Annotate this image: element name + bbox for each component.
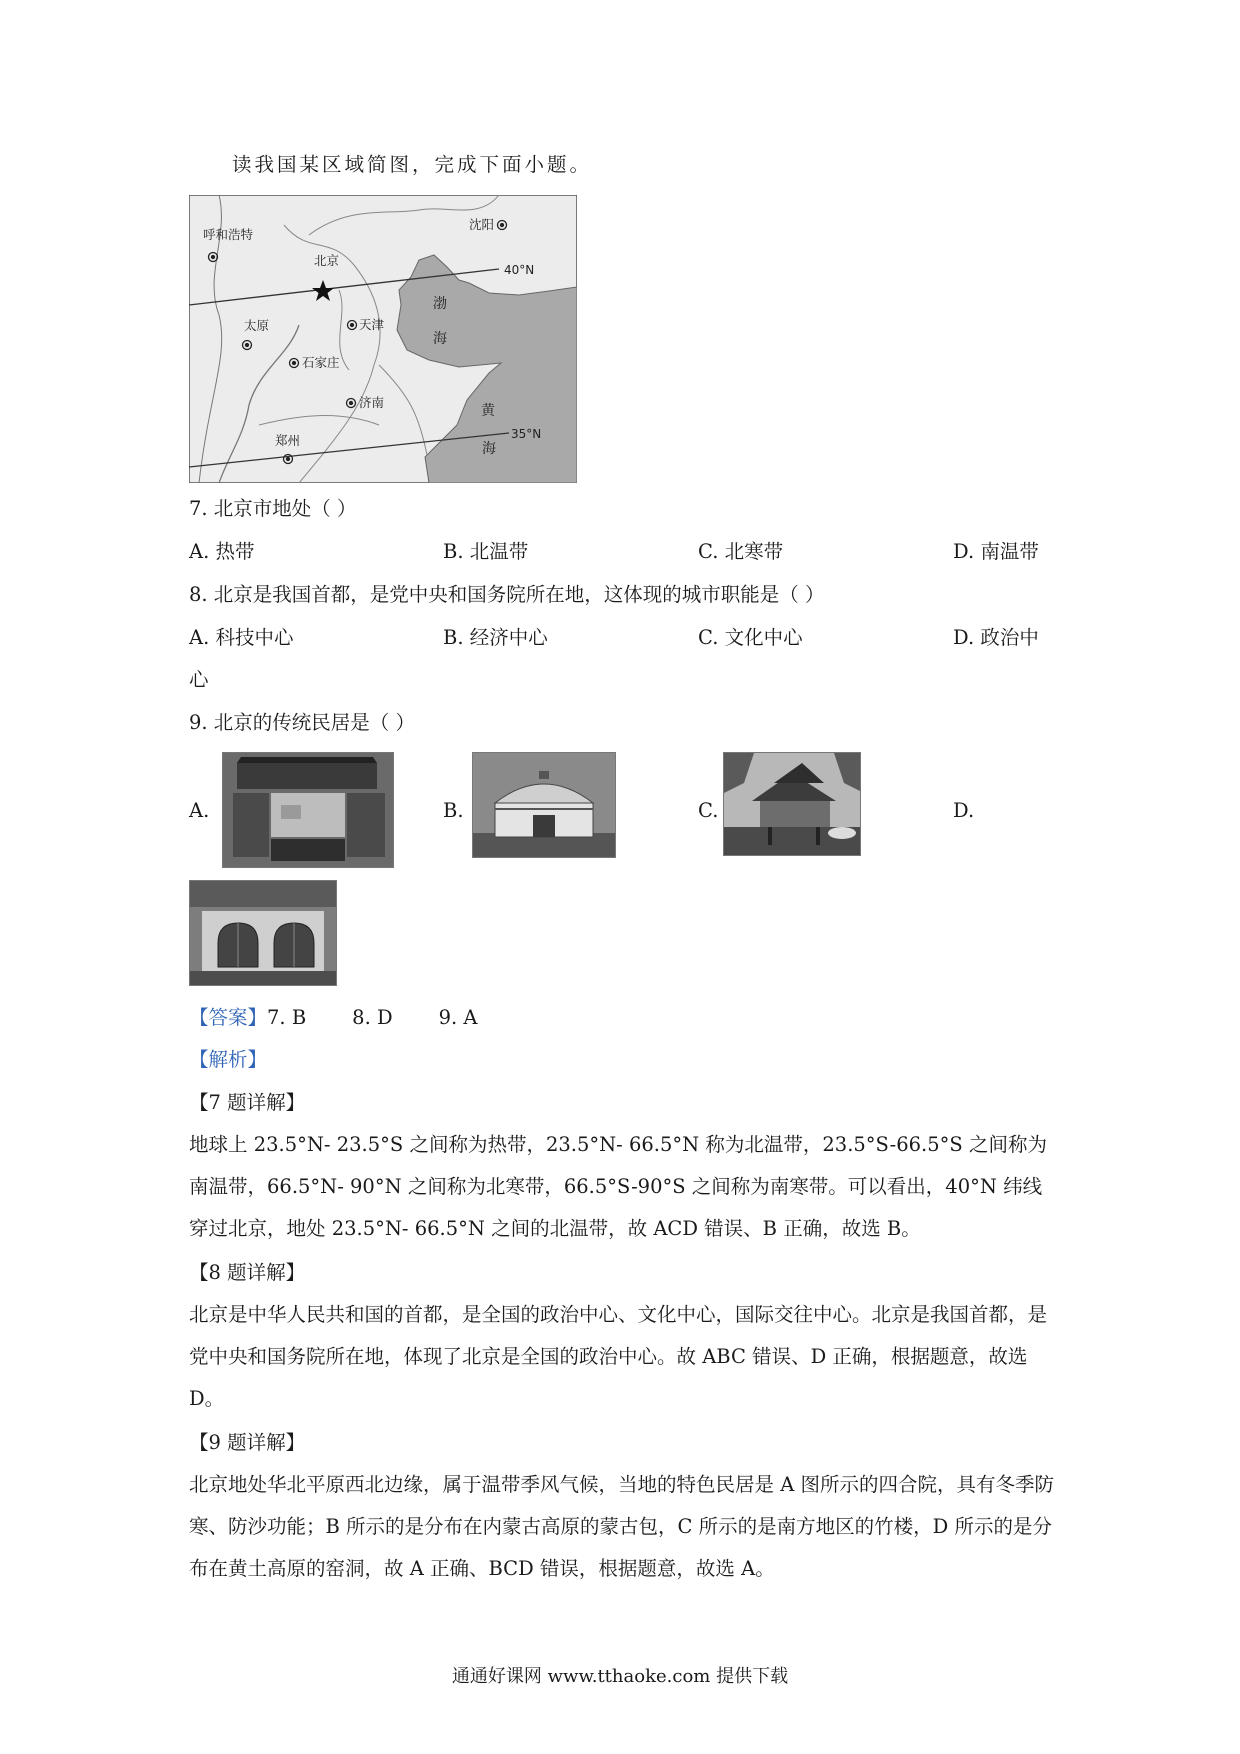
sea-label-bohai-hai: 海 — [433, 331, 447, 347]
sea-label-huanghai-hai: 海 — [482, 441, 496, 457]
q9-option-d-label: D. — [953, 799, 975, 822]
q9-option-a-label: A. — [189, 799, 210, 822]
q7-detail-heading: 【7 题详解】 — [189, 1091, 306, 1114]
q7-option-a: A. 热带 — [189, 540, 255, 563]
latitude-40-label: 40°N — [504, 263, 535, 277]
q7-option-d: D. 南温带 — [953, 540, 1039, 563]
photo-siheyuan — [222, 752, 394, 868]
region-map — [189, 195, 577, 483]
photo-cave-dwelling — [189, 880, 337, 986]
q7-option-c: C. 北寒带 — [698, 540, 784, 563]
q9-stem: 9. 北京的传统民居是（ ） — [189, 711, 416, 734]
analysis-label: 【解析】 — [189, 1048, 268, 1071]
city-label-huhehaote: 呼和浩特 — [203, 227, 254, 242]
city-label-shijiazhuang: 石家庄 — [302, 355, 340, 370]
q8-detail-heading: 【8 题详解】 — [189, 1261, 306, 1284]
sea-label-bo: 渤 — [433, 296, 447, 312]
city-label-tianjin: 天津 — [359, 317, 385, 332]
photo-bamboo-house — [723, 752, 861, 856]
city-label-beijing: 北京 — [314, 253, 340, 268]
footer-text: 通通好课网 www.tthaoke.com 提供下载 — [451, 1666, 789, 1687]
city-label-taiyuan: 太原 — [244, 318, 270, 333]
sea-label-huang: 黄 — [481, 403, 495, 419]
q8-option-c: C. 文化中心 — [698, 626, 803, 649]
photo-yurt — [472, 752, 616, 858]
q9-detail-heading: 【9 题详解】 — [189, 1431, 306, 1454]
answer-7: 7. B — [267, 1006, 307, 1029]
q8-option-b: B. 经济中心 — [443, 626, 548, 649]
answer-9: 9. A — [438, 1006, 478, 1029]
q8-option-d-wrap: 心 — [189, 668, 209, 691]
q8-detail-body: 北京是中华人民共和国的首都，是全国的政治中心、文化中心，国际交往中心。北京是我国首都，是党中央和国务院所在地，体现了北京是全国的政治中心。故 ABC 错误、D 正确，根据题意，故选 D。 — [189, 1303, 1048, 1410]
answer-line — [189, 1003, 478, 1033]
city-label-zhengzhou: 郑州 — [275, 433, 301, 448]
q7-option-b: B. 北温带 — [443, 540, 529, 563]
city-label-shenyang: 沈阳 — [469, 217, 495, 232]
answer-label: 【答案】 — [189, 1006, 268, 1029]
q8-stem: 8. 北京是我国首都，是党中央和国务院所在地，这体现的城市职能是（ ） — [189, 583, 825, 606]
latitude-35-label: 35°N — [511, 427, 542, 441]
answer-8: 8. D — [352, 1006, 393, 1029]
intro-text: 读我国某区域简图，完成下面小题。 — [232, 153, 593, 176]
q8-option-a: A. 科技中心 — [189, 626, 294, 649]
q9-option-b-label: B. — [443, 799, 464, 822]
q8-option-d: D. 政治中 — [953, 626, 1039, 649]
q7-stem: 7. 北京市地处（ ） — [189, 497, 357, 520]
city-label-jinan: 济南 — [359, 395, 385, 410]
q9-option-c-label: C. — [698, 799, 719, 822]
q9-detail-body: 北京地处华北平原西北边缘，属于温带季风气候，当地的特色民居是 A 图所示的四合院，具有冬季防寒、防沙功能；B 所示的是分布在内蒙古高原的蒙古包，C 所示的是南方地区的竹楼，D 所示的是分布在黄土高原的窑洞，故 A 正确、BCD 错误，根据题意，故选 A。 — [189, 1473, 1054, 1580]
q7-detail-body: 地球上 23.5°N- 23.5°S 之间称为热带，23.5°N- 66.5°N 称为北温带，23.5°S-66.5°S 之间称为南温带，66.5°N- 90°N 之间称为北寒带，66.5°S-90°S 之间称为南寒带。可以看出，40°N 纬线穿过北京，地处 23.5°N- 66.5°N 之间的北温带，故 ACD 错误、B 正确，故选 B。 — [189, 1133, 1047, 1240]
